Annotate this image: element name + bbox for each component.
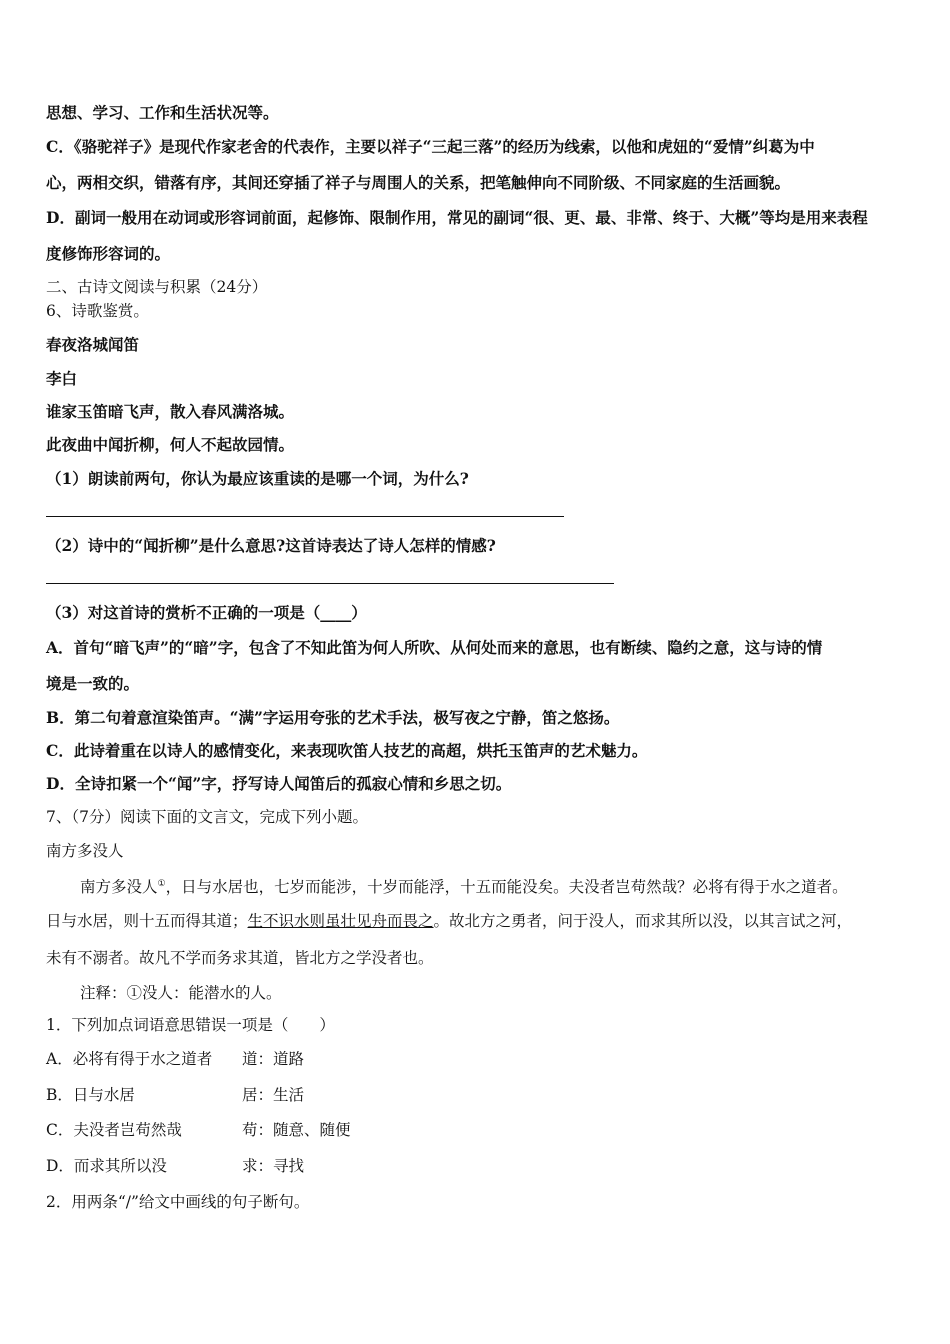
classical-paragraph-line2 (46, 911, 852, 931)
poem-title: 春夜洛城闻笛 (46, 335, 140, 354)
option-d-line2: 度修饰形容词的。 (46, 244, 171, 263)
choice-a-line1: A．首句“暗飞声”的“暗”字，包含了不知此笛为何人所吹、从何处而来的意思，也有断续、隐约之意，这与诗的情 (46, 638, 823, 657)
sub-option-a: A．必将有得于水之道者 (46, 1050, 213, 1068)
choice-c: C．此诗着重在以诗人的感情变化，来表现吹笛人技艺的高超，烘托玉笛声的艺术魅力。 (46, 741, 648, 760)
question-6-3: （3）对这首诗的赏析不正确的一项是（____） (46, 603, 367, 622)
text-segment: 日与水居，则十五而得其道； (46, 912, 248, 930)
section-heading: 二、古诗文阅读与积累（24分） (46, 278, 268, 296)
question-6-title: 6、诗歌鉴赏。 (46, 302, 149, 320)
sub-option-b: B．日与水居 (46, 1086, 135, 1104)
classical-paragraph-line3: 未有不溺者。故凡不学而务求其道，皆北方之学没者也。 (46, 949, 434, 967)
choice-b: B．第二句着意渲染笛声。“满”字运用夸张的艺术手法，极写夜之宁静，笛之悠扬。 (46, 708, 620, 727)
answer-line-2 (46, 583, 614, 584)
classical-paragraph-line1 (80, 874, 848, 897)
underlined-sentence: 生不识水则虽壮见舟而畏之 (247, 912, 434, 930)
classical-text-title: 南方多没人 (46, 842, 124, 860)
footnote-marker: ① (157, 879, 166, 889)
choice-a-line2: 境是一致的。 (46, 674, 140, 693)
question-6-2: （2）诗中的“闻折柳”是什么意思?这首诗表达了诗人怎样的情感? (46, 536, 496, 555)
sub-option-d-definition: 求：寻找 (242, 1157, 305, 1175)
sub-option-c-definition: 苟：随意、随便 (242, 1121, 351, 1139)
sub-option-b-definition: 居：生活 (242, 1086, 305, 1104)
footnote: 注释：①没人：能潜水的人。 (80, 984, 282, 1002)
text-line: 思想、学习、工作和生活状况等。 (46, 103, 279, 122)
answer-line-1 (46, 516, 564, 517)
text-segment: ，日与水居也，七岁而能涉，十岁而能浮，十五而能没矣。夫没者岂苟然哉？必将有得于水之道者。 (165, 878, 848, 897)
choice-d: D．全诗扣紧一个“闻”字，抒写诗人闻笛后的孤寂心情和乡思之切。 (46, 774, 512, 793)
sub-option-a-definition: 道：道路 (242, 1050, 305, 1068)
poem-line-2: 此夜曲中闻折柳，何人不起故园情。 (46, 435, 295, 454)
poem-author: 李白 (46, 369, 78, 388)
question-7-title: 7、（7分）阅读下面的文言文，完成下列小题。 (46, 808, 368, 826)
text-segment: 南方多没人 (80, 878, 158, 897)
option-c-line2: 心，两相交织，错落有序，其间还穿插了祥子与周围人的关系，把笔触伸向不同阶级、不同家庭的生活画貌。 (46, 173, 791, 192)
subquestion-1: 1．下列加点词语意思错误一项是（ ） (46, 1016, 335, 1034)
sub-option-d: D．而求其所以没 (46, 1157, 167, 1175)
sub-option-c: C．夫没者岂苟然哉 (46, 1121, 182, 1139)
question-6-1: （1）朗读前两句，你认为最应该重读的是哪一个词，为什么? (46, 469, 469, 488)
subquestion-2: 2．用两条“/”给文中画线的句子断句。 (46, 1193, 310, 1211)
option-c-line1: C．《骆驼祥子》是现代作家老舍的代表作，主要以祥子“三起三落”的经历为线索，以他和虎妞的“爱情”纠葛为中 (46, 137, 815, 156)
poem-line-1: 谁家玉笛暗飞声，散入春风满洛城。 (46, 402, 295, 421)
option-d-line1: D．副词一般用在动词或形容词前面，起修饰、限制作用，常见的副词“很、更、最、非常、终于、大概”等均是用来表程 (46, 208, 868, 227)
text-segment: 。故北方之勇者，问于没人，而求其所以没，以其言试之河， (433, 912, 853, 930)
